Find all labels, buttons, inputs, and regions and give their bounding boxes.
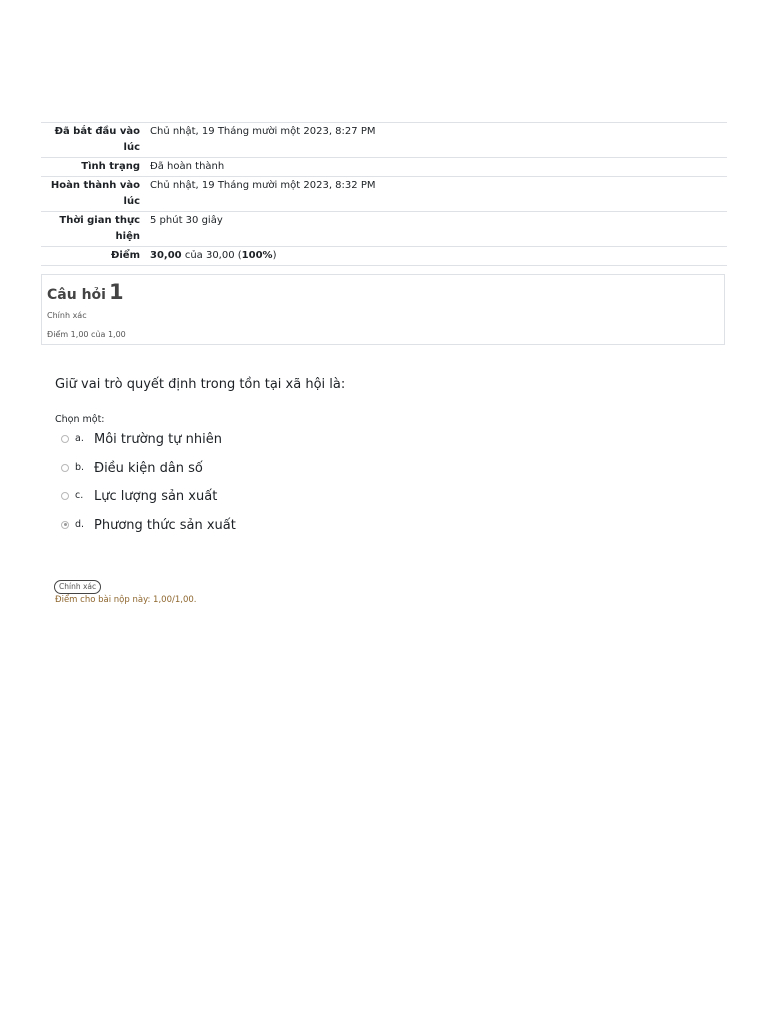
option-letter-b: b. bbox=[75, 461, 85, 473]
option-text-c: Lực lượng sản xuất bbox=[94, 489, 218, 504]
option-letter-a: a. bbox=[75, 433, 84, 444]
answer-option-b[interactable] bbox=[59, 459, 359, 488]
answer-option-a[interactable] bbox=[59, 430, 359, 459]
answer-options bbox=[59, 430, 359, 544]
option-text-a: Môi trường tự nhiên bbox=[94, 432, 222, 447]
option-letter-d: d. bbox=[75, 518, 85, 530]
option-text-d: Phương thức sản xuất bbox=[94, 517, 236, 533]
grade-percent: 100% bbox=[241, 250, 273, 261]
grade-label: Điểm bbox=[110, 250, 140, 261]
summary-row-state bbox=[41, 158, 727, 177]
question-state: Chính xác bbox=[47, 311, 87, 320]
radio-button-b[interactable] bbox=[61, 464, 69, 472]
grade-of: của 30,00 ( bbox=[181, 250, 242, 261]
question-info-box bbox=[41, 274, 725, 345]
option-letter-c: c. bbox=[75, 490, 84, 501]
option-text-b: Điều kiện dân số bbox=[94, 460, 203, 476]
summary-row-completed bbox=[41, 177, 727, 212]
radio-button-a[interactable] bbox=[61, 435, 69, 443]
correct-feedback-badge: Chính xác bbox=[54, 580, 101, 594]
answer-prompt: Chọn một: bbox=[55, 414, 105, 425]
grade-value bbox=[144, 247, 727, 266]
started-label: Đã bắt đầu vào lúc bbox=[54, 126, 140, 153]
started-value: Chủ nhật, 19 Tháng mười một 2023, 8:27 PM bbox=[150, 126, 376, 137]
submission-outcome: Điểm cho bài nộp này: 1,00/1,00. bbox=[55, 595, 197, 605]
summary-row-started bbox=[41, 123, 727, 158]
time-value: 5 phút 30 giây bbox=[150, 215, 223, 226]
answer-option-c[interactable] bbox=[59, 487, 359, 516]
question-grade: Điểm 1,00 của 1,00 bbox=[47, 330, 126, 339]
state-label: Tình trạng bbox=[81, 161, 140, 172]
attempt-summary-table bbox=[41, 122, 727, 266]
question-number: 1 bbox=[108, 280, 124, 304]
answer-option-d[interactable] bbox=[59, 516, 359, 545]
question-text: Giữ vai trò quyết định trong tồn tại xã hội là: bbox=[55, 377, 346, 392]
radio-button-c[interactable] bbox=[61, 492, 69, 500]
radio-button-d[interactable] bbox=[61, 521, 69, 529]
summary-row-time bbox=[41, 212, 727, 247]
time-label: Thời gian thực hiện bbox=[59, 215, 140, 242]
grade-close: ) bbox=[272, 250, 277, 261]
grade-score: 30,00 bbox=[150, 250, 182, 261]
question-label: Câu hỏi bbox=[47, 287, 106, 303]
completed-label: Hoàn thành vào lúc bbox=[50, 180, 140, 207]
completed-value: Chủ nhật, 19 Tháng mười một 2023, 8:32 PM bbox=[150, 180, 376, 191]
state-value: Đã hoàn thành bbox=[150, 161, 225, 172]
summary-row-grade bbox=[41, 247, 727, 266]
question-number-heading bbox=[47, 280, 124, 304]
